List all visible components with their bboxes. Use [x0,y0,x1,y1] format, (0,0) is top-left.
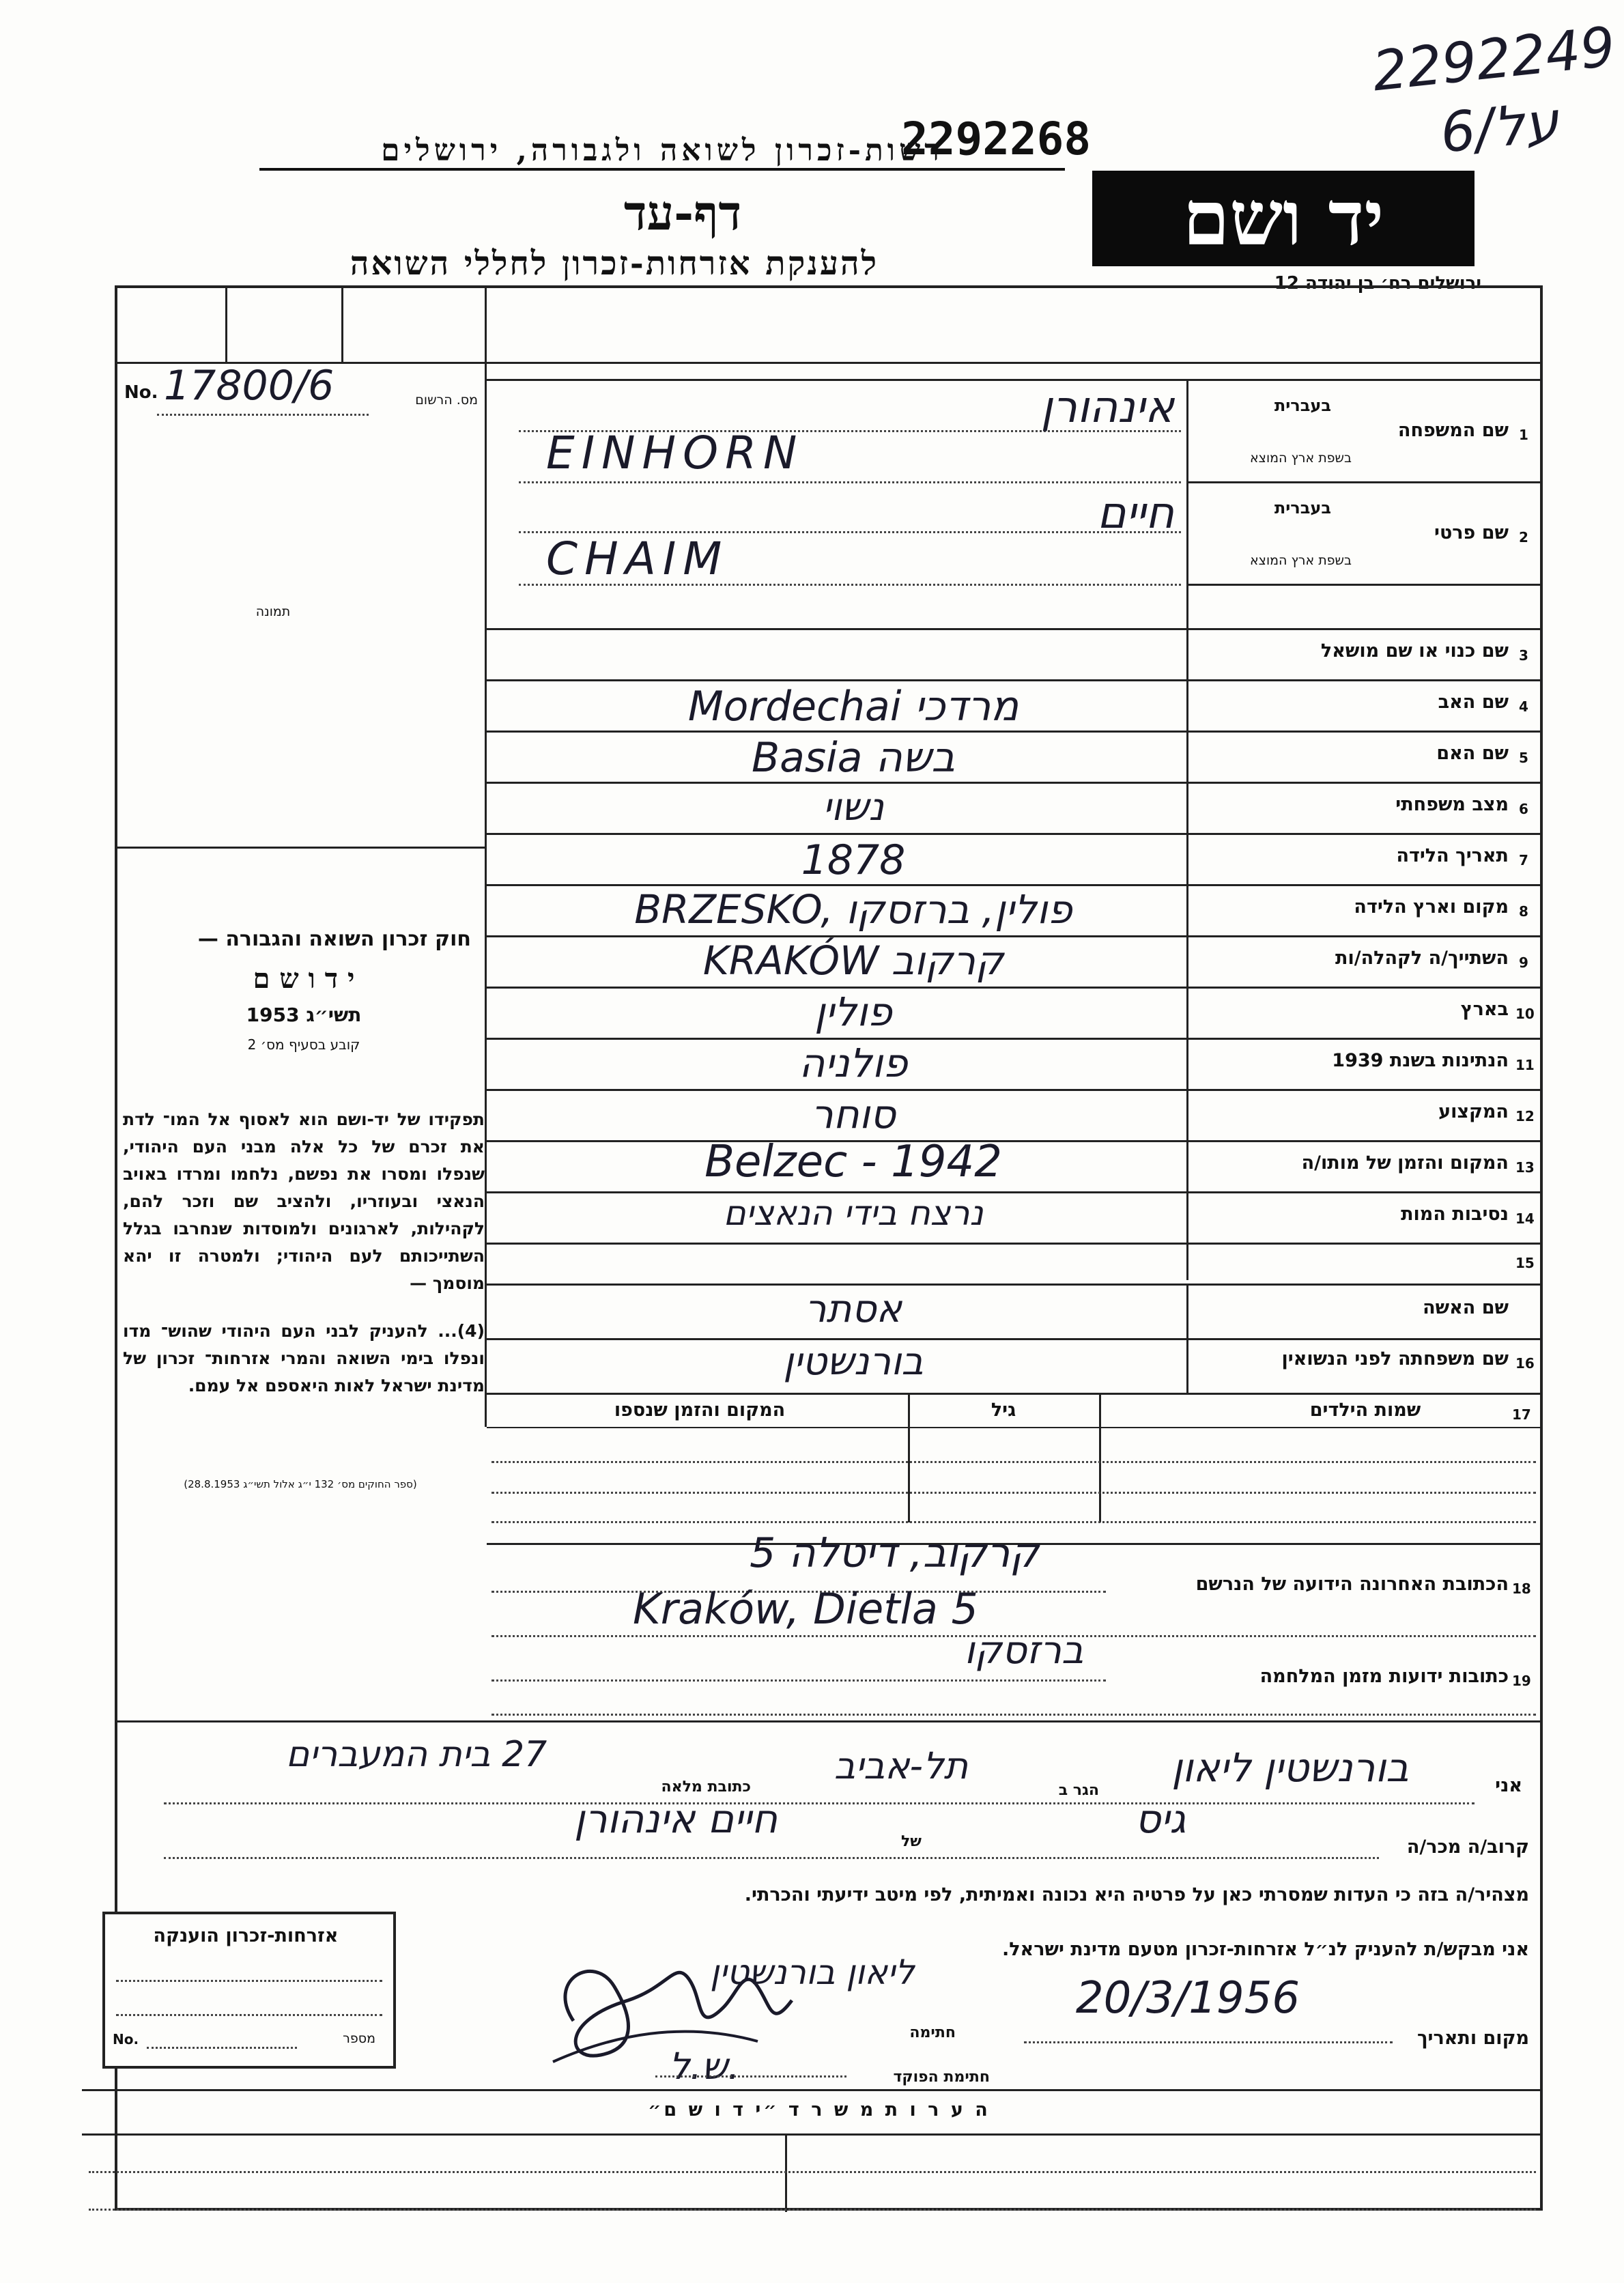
field-11-number: 11 [1515,1057,1535,1073]
children-label: שמות הילדים [1309,1400,1421,1421]
field-16-label: שם משפחתה לפני הנשואין [1281,1348,1509,1370]
field-4-number: 4 [1519,698,1528,715]
field-11-label: הנתינות בשנת 1939 [1332,1050,1509,1071]
law-name: י ד ו ש ם [253,963,355,995]
field-5-number: 5 [1519,750,1528,766]
field-3-number: 3 [1519,647,1528,664]
address-last-label: הכתובת האחרונה הידועה של הנרשם [1195,1574,1509,1595]
field-2-tag-hebrew: בעברית [1274,498,1331,517]
field-10-number: 10 [1515,1006,1535,1022]
field-2-number: 2 [1519,529,1528,545]
field-1-tag-hebrew: בעברית [1274,396,1331,415]
field-14-number: 14 [1515,1210,1535,1227]
field-13-label: המקום והזמן של מותו/ה [1301,1152,1509,1174]
field-16-number: 16 [1515,1355,1535,1372]
field-13-number: 13 [1515,1159,1535,1176]
declaration-name: בורנשטין ליאון [1171,1744,1409,1791]
field-1-value-hebrew: אינהורן [1040,382,1174,433]
address-last-value-hebrew: קרקוב, דיטלה 5 [750,1529,1039,1577]
declaration-resident-label: הגר ב [1058,1782,1099,1799]
field-15-value: אסתר [804,1287,902,1331]
field-17-number: 17 [1512,1406,1531,1423]
law-clause: קובע בסעיף מס׳ 2 [247,1036,360,1053]
stamped-number: 2292268 [901,113,1092,165]
field-13-value: Belzec - 1942 [704,1137,1002,1187]
declaration-city: תל-אביב [834,1744,969,1787]
law-paragraph-1: תפקידו של יד-ושם הוא לאסוף אל המו־ לדת את זכרם של כל אלה מבני העם היהודי, שנפלו ומסרו את נפשם, נלחמו ומרדו באויב הנאצי ובעוזריו, ולהציב שם וזכר להם, לקהילות, לארגונים ולמוסדות שנחרבו בגלל השתייכותם לעם היהודי; ולמטרה זו יהא מוסמך — [123,1109,485,1293]
registration-number: 17800/6 [164,362,334,410]
registration-label: מס. הרשום [415,393,478,408]
remarks-title: ה ע ר ו ת מ ש ר ד ״י ד ו ש ם״ [648,2099,991,2121]
field-3-label: שם כנוי או שם מושאל [1320,640,1509,662]
field-2-label: שם פרטי [1434,522,1509,543]
institution-address: ירושלים רח׳ בן יהודה 12 [1274,273,1481,294]
field-8-value: BRZESKO, פולין, ברזסקו [634,886,1072,933]
field-16-value: בורנשטין [783,1339,924,1384]
law-citation: (ספר החוקים מס׳ 132 י״ג אלול תשי״ג 28.8.1953) [184,1478,417,1490]
field-12-value: סוחר [810,1091,896,1137]
field-12-label: המקצוע [1438,1101,1509,1122]
field-1-number: 1 [1519,427,1528,443]
archive-number: 2292249 [1369,14,1619,104]
address-war-value: ברזסקו [964,1628,1084,1673]
field-14-label: נסיבות המות [1401,1204,1509,1225]
field-4-label: שם האב [1438,692,1509,713]
field-9-number: 9 [1519,954,1528,971]
field-15-label: שם האשה [1423,1297,1509,1318]
field-2-value-hebrew: חיים [1097,488,1174,539]
field-9-value: KRAKÓW קרקוב [702,937,1004,984]
children-col-place: המקום והזמן שנספו [614,1400,786,1421]
declaration-of-label: של [901,1833,922,1850]
field-6-label: מצב משפחתי [1395,794,1509,815]
field-11-value: פולניה [799,1040,908,1086]
photo-label: תמונה [255,604,291,619]
declaration-street: 27 בית המעברים [285,1734,547,1775]
yad-vashem-logo: יד ושם [1092,171,1475,266]
officer-signature: ש.ל. [669,2045,740,2088]
field-15-number: 15 [1515,1255,1535,1271]
field-6-value: נשוי [823,785,884,829]
signature-label: חתימה [909,2024,956,2041]
declaration-relation: גיס [1135,1796,1186,1842]
field-6-number: 6 [1519,801,1528,817]
declaration-full-address-label: כתובת מלאה [661,1778,751,1796]
field-1-tag-origin: בשפת ארץ המוצא [1249,451,1352,466]
law-title: חוק זכרון השואה והגבורה — [197,927,471,951]
declaration-deceased: חיים אינהורן [574,1796,778,1842]
field-9-label: השתייך/ה לקהלה/ות [1335,948,1509,969]
authority-name: רשות-זכרון לשואה ולגבורה, ירושלים [259,133,1065,171]
address-war-label: כתובות ידועות מזמן המלחמה [1259,1666,1509,1687]
officer-label: חתימת הפוקד [893,2069,990,2086]
corner-handwritten-mark: על/6 [1437,89,1562,165]
field-7-number: 7 [1519,852,1528,868]
field-19-number: 19 [1512,1673,1531,1689]
field-5-label: שם האם [1436,743,1509,764]
field-8-label: מקום וארץ הלידה [1354,896,1509,918]
field-2-value-latin: CHAIM [546,533,729,585]
certificate-box-title: אזרחות-זכרון הוענקה [153,1925,339,1946]
declaration-i-label: אני [1495,1775,1522,1796]
declaration-statement: מצהיר/ה בזה כי העדות שמסרתי כאן על פרטיה היא נכונה ואמיתית, לפי מיטב ידיעתי והכרתי. [744,1884,1529,1905]
form-subtitle: להענקת אזרחות-זכרון לחללי השואה [350,244,879,283]
address-last-value-latin: Kraków, Dietla 5 [633,1584,978,1634]
registration-no-label: No. [124,382,158,403]
field-18-number: 18 [1512,1580,1531,1597]
declaration-relative-label: קרוב/ה מכר/ה [1406,1837,1529,1858]
declaration-date: 20/3/1956 [1075,1973,1300,2024]
children-col-age: גיל [991,1400,1016,1421]
field-5-value: Basia בשה [751,734,956,782]
field-1-label: שם המשפחה [1397,420,1509,441]
law-year: תשי״ג 1953 [246,1004,362,1026]
field-7-value: 1878 [801,836,906,884]
certificate-number-label: מספר [343,2031,375,2046]
field-8-number: 8 [1519,903,1528,920]
field-4-value: Mordechai מרדכי [687,683,1019,731]
form-title: דף-עד [623,184,742,241]
declaration-request: אני מבקש/ת להעניק לנ״ל אזרחות-זכרון מטעם מדינת ישראל. [1001,1939,1529,1960]
field-7-label: תאריך הלידה [1396,845,1509,866]
place-date-label: מקום ותאריך [1416,2028,1529,2049]
field-14-value: נרצח בידי הנאצים [723,1193,984,1233]
field-12-number: 12 [1515,1108,1535,1124]
field-2-tag-origin: בשפת ארץ המוצא [1249,553,1352,568]
field-10-label: בארץ [1460,999,1509,1020]
witness-signature-name: ליאון בורנשטין [710,1953,915,1992]
certificate-no-label: No. [113,2031,139,2047]
law-paragraph-2: (4)... להעניק לבני העם היהודי שהוש־ מדו ונפלו בימי השואה והמרי אזרחות־ זכרון של מדינת ישראל לאות היאספם אל עמם. [123,1321,485,1395]
field-1-value-latin: EINHORN [546,427,804,479]
field-10-value: פולין [814,989,892,1035]
